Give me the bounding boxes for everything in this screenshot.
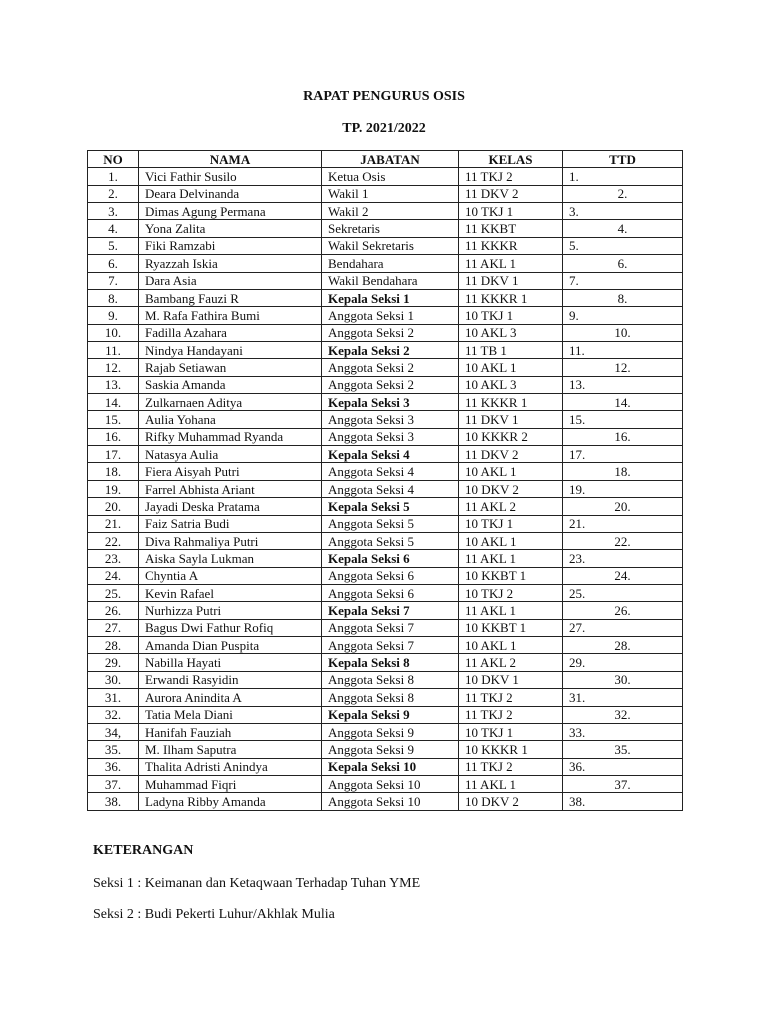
row-jabatan: Bendahara <box>322 255 459 272</box>
table-row <box>88 272 683 289</box>
row-kelas: 10 TKJ 2 <box>459 584 563 601</box>
row-no: 37. <box>88 775 139 792</box>
row-jabatan: Anggota Seksi 2 <box>322 359 459 376</box>
row-nama: Yona Zalita <box>139 220 322 237</box>
row-ttd: 22. <box>563 532 683 549</box>
row-jabatan: Anggota Seksi 7 <box>322 619 459 636</box>
row-nama: Aurora Anindita A <box>139 689 322 706</box>
row-ttd: 6. <box>563 255 683 272</box>
row-kelas: 11 DKV 2 <box>459 185 563 202</box>
row-jabatan: Kepala Seksi 3 <box>322 394 459 411</box>
row-no: 34, <box>88 723 139 740</box>
table-row <box>88 758 683 775</box>
row-no: 2. <box>88 185 139 202</box>
row-kelas: 11 TB 1 <box>459 341 563 358</box>
row-kelas: 10 KKKR 1 <box>459 741 563 758</box>
table-row <box>88 654 683 671</box>
row-ttd: 13. <box>563 376 683 393</box>
row-nama: Fadilla Azahara <box>139 324 322 341</box>
table-row <box>88 480 683 497</box>
row-jabatan: Anggota Seksi 5 <box>322 532 459 549</box>
row-ttd: 18. <box>563 463 683 480</box>
roster-body <box>88 168 683 810</box>
row-nama: Erwandi Rasyidin <box>139 671 322 688</box>
row-ttd: 5. <box>563 237 683 254</box>
row-kelas: 11 DKV 1 <box>459 411 563 428</box>
header-jabatan: JABATAN <box>322 151 459 168</box>
row-no: 6. <box>88 255 139 272</box>
row-jabatan: Sekretaris <box>322 220 459 237</box>
table-row <box>88 237 683 254</box>
row-nama: Amanda Dian Puspita <box>139 637 322 654</box>
row-nama: Dara Asia <box>139 272 322 289</box>
row-jabatan: Kepala Seksi 2 <box>322 341 459 358</box>
row-kelas: 11 DKV 1 <box>459 272 563 289</box>
row-jabatan: Kepala Seksi 9 <box>322 706 459 723</box>
row-nama: Faiz Satria Budi <box>139 515 322 532</box>
row-ttd: 29. <box>563 654 683 671</box>
row-jabatan: Anggota Seksi 8 <box>322 689 459 706</box>
row-no: 3. <box>88 203 139 220</box>
row-ttd: 21. <box>563 515 683 532</box>
row-ttd: 30. <box>563 671 683 688</box>
row-kelas: 10 AKL 1 <box>459 532 563 549</box>
row-no: 9. <box>88 307 139 324</box>
row-ttd: 35. <box>563 741 683 758</box>
row-nama: Ladyna Ribby Amanda <box>139 793 322 810</box>
row-ttd: 10. <box>563 324 683 341</box>
row-nama: Natasya Aulia <box>139 446 322 463</box>
row-no: 5. <box>88 237 139 254</box>
row-nama: Nurhizza Putri <box>139 602 322 619</box>
row-no: 7. <box>88 272 139 289</box>
row-kelas: 10 TKJ 1 <box>459 515 563 532</box>
table-row <box>88 550 683 567</box>
row-jabatan: Anggota Seksi 9 <box>322 723 459 740</box>
row-nama: Zulkarnaen Aditya <box>139 394 322 411</box>
row-kelas: 10 TKJ 1 <box>459 307 563 324</box>
table-row <box>88 775 683 792</box>
row-no: 25. <box>88 584 139 601</box>
row-no: 29. <box>88 654 139 671</box>
table-row <box>88 289 683 306</box>
row-no: 22. <box>88 532 139 549</box>
row-kelas: 11 AKL 1 <box>459 255 563 272</box>
row-nama: Hanifah Fauziah <box>139 723 322 740</box>
table-row <box>88 428 683 445</box>
row-no: 24. <box>88 567 139 584</box>
row-ttd: 12. <box>563 359 683 376</box>
row-nama: Ryazzah Iskia <box>139 255 322 272</box>
row-nama: Rifky Muhammad Ryanda <box>139 428 322 445</box>
row-no: 26. <box>88 602 139 619</box>
row-kelas: 11 TKJ 2 <box>459 758 563 775</box>
header-ttd: TTD <box>563 151 683 168</box>
row-kelas: 10 KKKR 2 <box>459 428 563 445</box>
row-no: 16. <box>88 428 139 445</box>
row-no: 15. <box>88 411 139 428</box>
row-ttd: 31. <box>563 689 683 706</box>
row-kelas: 10 DKV 2 <box>459 793 563 810</box>
row-jabatan: Kepala Seksi 7 <box>322 602 459 619</box>
row-jabatan: Wakil Sekretaris <box>322 237 459 254</box>
row-nama: Nabilla Hayati <box>139 654 322 671</box>
row-kelas: 11 AKL 1 <box>459 602 563 619</box>
keterangan-item: Seksi 1 : Keimanan dan Ketaqwaan Terhadap Tuhan YME <box>93 876 421 891</box>
row-nama: Kevin Rafael <box>139 584 322 601</box>
row-jabatan: Wakil Bendahara <box>322 272 459 289</box>
row-ttd: 25. <box>563 584 683 601</box>
table-row <box>88 515 683 532</box>
row-jabatan: Wakil 2 <box>322 203 459 220</box>
row-no: 31. <box>88 689 139 706</box>
row-no: 13. <box>88 376 139 393</box>
row-kelas: 11 KKKR 1 <box>459 394 563 411</box>
row-nama: Bambang Fauzi R <box>139 289 322 306</box>
row-ttd: 8. <box>563 289 683 306</box>
row-ttd: 4. <box>563 220 683 237</box>
row-jabatan: Anggota Seksi 4 <box>322 463 459 480</box>
row-ttd: 38. <box>563 793 683 810</box>
row-jabatan: Anggota Seksi 7 <box>322 637 459 654</box>
row-ttd: 11. <box>563 341 683 358</box>
table-row <box>88 203 683 220</box>
table-row <box>88 446 683 463</box>
row-ttd: 17. <box>563 446 683 463</box>
row-nama: Aulia Yohana <box>139 411 322 428</box>
table-row <box>88 324 683 341</box>
row-jabatan: Anggota Seksi 8 <box>322 671 459 688</box>
row-nama: Tatia Mela Diani <box>139 706 322 723</box>
row-jabatan: Wakil 1 <box>322 185 459 202</box>
row-no: 30. <box>88 671 139 688</box>
row-no: 12. <box>88 359 139 376</box>
keterangan-item: Seksi 2 : Budi Pekerti Luhur/Akhlak Mulia <box>93 907 335 922</box>
row-jabatan: Kepala Seksi 8 <box>322 654 459 671</box>
row-nama: Saskia Amanda <box>139 376 322 393</box>
row-kelas: 10 AKL 1 <box>459 637 563 654</box>
row-ttd: 1. <box>563 168 683 185</box>
row-no: 27. <box>88 619 139 636</box>
row-no: 17. <box>88 446 139 463</box>
row-kelas: 11 TKJ 2 <box>459 689 563 706</box>
row-ttd: 3. <box>563 203 683 220</box>
row-kelas: 10 DKV 1 <box>459 671 563 688</box>
row-jabatan: Anggota Seksi 6 <box>322 584 459 601</box>
table-row <box>88 723 683 740</box>
row-no: 18. <box>88 463 139 480</box>
row-jabatan: Anggota Seksi 2 <box>322 324 459 341</box>
row-ttd: 16. <box>563 428 683 445</box>
row-no: 11. <box>88 341 139 358</box>
header-nama: NAMA <box>139 151 322 168</box>
row-nama: Thalita Adristi Anindya <box>139 758 322 775</box>
document-title: RAPAT PENGURUS OSIS <box>303 89 465 104</box>
table-row <box>88 220 683 237</box>
row-jabatan: Anggota Seksi 1 <box>322 307 459 324</box>
row-jabatan: Anggota Seksi 10 <box>322 775 459 792</box>
table-row <box>88 411 683 428</box>
row-nama: Rajab Setiawan <box>139 359 322 376</box>
row-ttd: 9. <box>563 307 683 324</box>
row-ttd: 36. <box>563 758 683 775</box>
row-no: 4. <box>88 220 139 237</box>
row-jabatan: Kepala Seksi 10 <box>322 758 459 775</box>
row-nama: Diva Rahmaliya Putri <box>139 532 322 549</box>
row-ttd: 15. <box>563 411 683 428</box>
row-no: 21. <box>88 515 139 532</box>
row-no: 10. <box>88 324 139 341</box>
table-row <box>88 168 683 185</box>
row-kelas: 11 DKV 2 <box>459 446 563 463</box>
row-jabatan: Anggota Seksi 5 <box>322 515 459 532</box>
table-row <box>88 602 683 619</box>
row-kelas: 10 KKBT 1 <box>459 567 563 584</box>
table-row <box>88 706 683 723</box>
row-kelas: 11 TKJ 2 <box>459 168 563 185</box>
row-jabatan: Kepala Seksi 5 <box>322 498 459 515</box>
row-kelas: 11 AKL 2 <box>459 498 563 515</box>
table-row <box>88 498 683 515</box>
row-nama: Deara Delvinanda <box>139 185 322 202</box>
row-kelas: 11 TKJ 2 <box>459 706 563 723</box>
row-ttd: 33. <box>563 723 683 740</box>
table-row <box>88 584 683 601</box>
row-nama: Dimas Agung Permana <box>139 203 322 220</box>
row-ttd: 32. <box>563 706 683 723</box>
row-jabatan: Kepala Seksi 4 <box>322 446 459 463</box>
row-jabatan: Anggota Seksi 6 <box>322 567 459 584</box>
row-nama: Jayadi Deska Pratama <box>139 498 322 515</box>
row-no: 8. <box>88 289 139 306</box>
table-row <box>88 619 683 636</box>
table-header-row <box>88 151 683 168</box>
table-row <box>88 741 683 758</box>
row-no: 14. <box>88 394 139 411</box>
row-kelas: 10 TKJ 1 <box>459 203 563 220</box>
roster-table <box>87 150 683 811</box>
row-kelas: 11 KKBT <box>459 220 563 237</box>
row-ttd: 7. <box>563 272 683 289</box>
row-nama: Farrel Abhista Ariant <box>139 480 322 497</box>
row-ttd: 19. <box>563 480 683 497</box>
table-row <box>88 689 683 706</box>
table-row <box>88 637 683 654</box>
table-row <box>88 532 683 549</box>
header-no: NO <box>88 151 139 168</box>
table-row <box>88 359 683 376</box>
row-jabatan: Anggota Seksi 10 <box>322 793 459 810</box>
row-no: 28. <box>88 637 139 654</box>
row-jabatan: Ketua Osis <box>322 168 459 185</box>
row-ttd: 14. <box>563 394 683 411</box>
table-row <box>88 341 683 358</box>
row-no: 20. <box>88 498 139 515</box>
table-row <box>88 185 683 202</box>
row-nama: Bagus Dwi Fathur Rofiq <box>139 619 322 636</box>
row-no: 35. <box>88 741 139 758</box>
row-no: 36. <box>88 758 139 775</box>
row-nama: Fiera Aisyah Putri <box>139 463 322 480</box>
table-row <box>88 255 683 272</box>
row-kelas: 11 AKL 1 <box>459 550 563 567</box>
row-jabatan: Kepala Seksi 1 <box>322 289 459 306</box>
row-kelas: 10 AKL 3 <box>459 324 563 341</box>
table-row <box>88 567 683 584</box>
row-ttd: 26. <box>563 602 683 619</box>
row-no: 19. <box>88 480 139 497</box>
table-row <box>88 671 683 688</box>
row-kelas: 10 TKJ 1 <box>459 723 563 740</box>
document-subtitle: TP. 2021/2022 <box>342 121 426 136</box>
row-nama: M. Ilham Saputra <box>139 741 322 758</box>
table-row <box>88 394 683 411</box>
row-jabatan: Anggota Seksi 3 <box>322 411 459 428</box>
row-nama: Nindya Handayani <box>139 341 322 358</box>
row-ttd: 20. <box>563 498 683 515</box>
row-kelas: 11 KKKR 1 <box>459 289 563 306</box>
row-no: 23. <box>88 550 139 567</box>
row-kelas: 10 DKV 2 <box>459 480 563 497</box>
table-row <box>88 307 683 324</box>
row-ttd: 37. <box>563 775 683 792</box>
row-kelas: 11 KKKR <box>459 237 563 254</box>
row-kelas: 11 AKL 2 <box>459 654 563 671</box>
row-jabatan: Anggota Seksi 2 <box>322 376 459 393</box>
row-no: 32. <box>88 706 139 723</box>
row-nama: Fiki Ramzabi <box>139 237 322 254</box>
row-nama: Chyntia A <box>139 567 322 584</box>
row-nama: Vici Fathir Susilo <box>139 168 322 185</box>
row-jabatan: Anggota Seksi 4 <box>322 480 459 497</box>
row-jabatan: Anggota Seksi 3 <box>322 428 459 445</box>
row-nama: M. Rafa Fathira Bumi <box>139 307 322 324</box>
table-row <box>88 463 683 480</box>
row-ttd: 2. <box>563 185 683 202</box>
row-kelas: 10 AKL 3 <box>459 376 563 393</box>
table-row <box>88 793 683 810</box>
row-jabatan: Anggota Seksi 9 <box>322 741 459 758</box>
row-jabatan: Kepala Seksi 6 <box>322 550 459 567</box>
row-kelas: 10 AKL 1 <box>459 463 563 480</box>
table-row <box>88 376 683 393</box>
row-ttd: 24. <box>563 567 683 584</box>
row-ttd: 23. <box>563 550 683 567</box>
row-kelas: 10 KKBT 1 <box>459 619 563 636</box>
row-kelas: 11 AKL 1 <box>459 775 563 792</box>
row-no: 38. <box>88 793 139 810</box>
header-kelas: KELAS <box>459 151 563 168</box>
row-no: 1. <box>88 168 139 185</box>
row-ttd: 28. <box>563 637 683 654</box>
row-ttd: 27. <box>563 619 683 636</box>
row-nama: Muhammad Fiqri <box>139 775 322 792</box>
keterangan-heading: KETERANGAN <box>93 843 194 858</box>
row-nama: Aiska Sayla Lukman <box>139 550 322 567</box>
row-kelas: 10 AKL 1 <box>459 359 563 376</box>
